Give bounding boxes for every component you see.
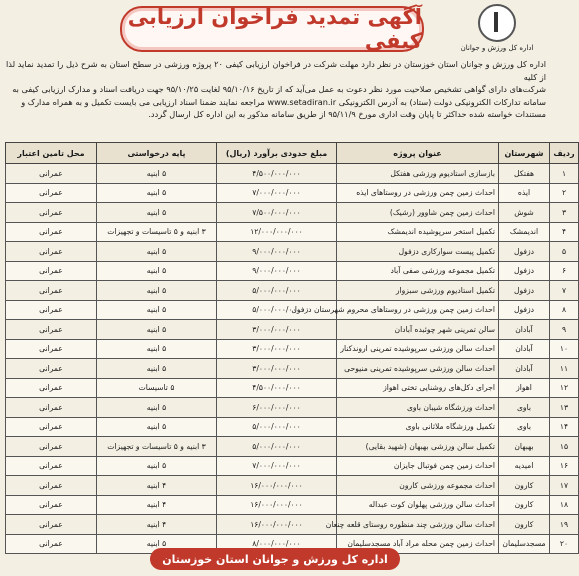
cell-estimated-amount: ۷/۵۰۰/۰۰۰/۰۰۰: [217, 203, 337, 223]
cell-requested-grade: ۵ ابنیه: [97, 164, 217, 184]
cell-row-number: ۱۴: [550, 417, 579, 437]
header-requested-grade: پایه درخواستی: [97, 143, 217, 164]
cell-estimated-amount: ۵/۰۰۰/۰۰۰/۰۰۰: [217, 437, 337, 457]
cell-requested-grade: ۵ تاسیسات: [97, 378, 217, 398]
table-row: [6, 203, 579, 223]
header-funding-source: محل تامین اعتبار: [6, 143, 97, 164]
cell-estimated-amount: ۱۶/۰۰۰/۰۰۰/۰۰۰: [217, 476, 337, 496]
cell-funding-source: عمرانی: [6, 534, 97, 554]
cell-city: مسجدسلیمان: [499, 534, 550, 554]
cell-city: آبادان: [499, 320, 550, 340]
cell-requested-grade: ۵ ابنیه: [97, 261, 217, 281]
cell-project-title: احداث زمین چمن فوتبال جایزان: [337, 456, 499, 476]
cell-city: ایذه: [499, 183, 550, 203]
cell-city: اندیمشک: [499, 222, 550, 242]
cell-estimated-amount: ۳/۰۰۰/۰۰۰/۰۰۰: [217, 339, 337, 359]
cell-estimated-amount: ۹/۰۰۰/۰۰۰/۰۰۰: [217, 242, 337, 262]
cell-requested-grade: ۵ ابنیه: [97, 300, 217, 320]
cell-estimated-amount: ۷/۰۰۰/۰۰۰/۰۰۰: [217, 183, 337, 203]
cell-requested-grade: ۴ ابنیه: [97, 476, 217, 496]
cell-project-title: تکمیل پیست سوارکاری دزفول: [337, 242, 499, 262]
cell-city: دزفول: [499, 281, 550, 301]
cell-city: آبادان: [499, 339, 550, 359]
cell-city: دزفول: [499, 261, 550, 281]
table-row: [6, 281, 579, 301]
notice-banner: [120, 6, 424, 52]
cell-estimated-amount: ۴/۵۰۰/۰۰۰/۰۰۰: [217, 164, 337, 184]
cell-estimated-amount: ۹/۰۰۰/۰۰۰/۰۰۰: [217, 261, 337, 281]
cell-row-number: ۱۹: [550, 515, 579, 535]
cell-row-number: ۶: [550, 261, 579, 281]
table-row: [6, 495, 579, 515]
header-city: شهرستان: [499, 143, 550, 164]
table-row: [6, 456, 579, 476]
cell-funding-source: عمرانی: [6, 359, 97, 379]
cell-project-title: تکمیل ورزشگاه ملاثانی باوی: [337, 417, 499, 437]
cell-funding-source: عمرانی: [6, 242, 97, 262]
cell-project-title: تکمیل مجموعه ورزشی صفی آباد: [337, 261, 499, 281]
cell-city: اهواز: [499, 378, 550, 398]
table-row: [6, 164, 579, 184]
cell-estimated-amount: ۸/۰۰۰/۰۰۰/۰۰۰: [217, 534, 337, 554]
cell-row-number: ۵: [550, 242, 579, 262]
cell-row-number: ۱۲: [550, 378, 579, 398]
intro-line: سامانه تدارکات الکترونیکی دولت (ستاد) به آدرس الکترونیکی www.setadiran.ir مراجعه نمایند ضمنا اسناد ارزیابی می بایست تکمیل و به همراه مدارک و: [21, 96, 546, 107]
notice-title: آگهی تمدید فراخوان ارزیابی کیفی: [127, 5, 422, 53]
cell-estimated-amount: ۱۲/۰۰۰/۰۰۰/۰۰۰: [217, 222, 337, 242]
cell-requested-grade: ۵ ابنیه: [97, 417, 217, 437]
cell-funding-source: عمرانی: [6, 183, 97, 203]
cell-project-title: احداث سالن ورزشی چند منظوره روستای قلعه چنعان: [337, 515, 499, 535]
cell-requested-grade: ۵ ابنیه: [97, 203, 217, 223]
cell-project-title: تکمیل استخر سرپوشیده اندیمشک: [337, 222, 499, 242]
cell-row-number: ۱۷: [550, 476, 579, 496]
table-row: [6, 378, 579, 398]
cell-requested-grade: ۴ ابنیه: [97, 495, 217, 515]
cell-row-number: ۱۸: [550, 495, 579, 515]
table-row: [6, 359, 579, 379]
cell-funding-source: عمرانی: [6, 203, 97, 223]
cell-row-number: ۷: [550, 281, 579, 301]
header-estimated-amount: مبلغ حدودی برآورد (ریال): [217, 143, 337, 164]
table-row: [6, 300, 579, 320]
cell-requested-grade: ۳ ابنیه و ۵ تاسیسات و تجهیزات: [97, 222, 217, 242]
cell-funding-source: عمرانی: [6, 495, 97, 515]
table-row: [6, 515, 579, 535]
cell-estimated-amount: ۳/۰۰۰/۰۰۰/۰۰۰: [217, 359, 337, 379]
cell-requested-grade: ۵ ابنیه: [97, 320, 217, 340]
table-row: [6, 417, 579, 437]
cell-row-number: ۱۳: [550, 398, 579, 418]
table-row: [6, 183, 579, 203]
cell-funding-source: عمرانی: [6, 164, 97, 184]
cell-project-title: اجرای دکل‌های روشنایی تختی اهواز: [337, 378, 499, 398]
cell-project-title: احداث سالن ورزشی سرپوشیده تمرینی اروندکنار: [337, 339, 499, 359]
footer-organization: اداره کل ورزش و جوانان استان خوزستان: [150, 548, 400, 570]
cell-row-number: ۱۶: [550, 456, 579, 476]
cell-city: باوی: [499, 398, 550, 418]
cell-funding-source: عمرانی: [6, 456, 97, 476]
cell-funding-source: عمرانی: [6, 339, 97, 359]
cell-funding-source: عمرانی: [6, 437, 97, 457]
cell-requested-grade: ۵ ابنیه: [97, 281, 217, 301]
cell-funding-source: عمرانی: [6, 476, 97, 496]
emblem-icon: [478, 4, 516, 42]
table-row: [6, 320, 579, 340]
table-body: [6, 164, 579, 554]
cell-funding-source: عمرانی: [6, 281, 97, 301]
table-row: [6, 398, 579, 418]
cell-row-number: ۱۰: [550, 339, 579, 359]
cell-city: شوش: [499, 203, 550, 223]
cell-estimated-amount: ۳/۰۰۰/۰۰۰/۰۰۰: [217, 320, 337, 340]
cell-project-title: احداث زمین چمن ورزشی در روستاهای محروم شهرستان دزفول: [337, 300, 499, 320]
intro-text: [6, 58, 546, 121]
cell-city: هفتکل: [499, 164, 550, 184]
cell-city: باوی: [499, 417, 550, 437]
cell-city: بهبهان: [499, 437, 550, 457]
cell-requested-grade: ۴ ابنیه: [97, 515, 217, 535]
emblem-org-name: اداره کل ورزش و جوانان: [460, 44, 534, 52]
projects-table: [5, 142, 579, 554]
cell-city: کارون: [499, 495, 550, 515]
cell-city: دزفول: [499, 242, 550, 262]
cell-requested-grade: ۵ ابنیه: [97, 456, 217, 476]
table-row: [6, 261, 579, 281]
cell-requested-grade: ۵ ابنیه: [97, 339, 217, 359]
cell-row-number: ۲۰: [550, 534, 579, 554]
header-row-number: ردیف: [550, 143, 579, 164]
cell-estimated-amount: ۴/۵۰۰/۰۰۰/۰۰۰: [217, 378, 337, 398]
cell-estimated-amount: ۵/۰۰۰/۰۰۰/۰۰۰: [217, 281, 337, 301]
cell-city: امیدیه: [499, 456, 550, 476]
cell-row-number: ۱۵: [550, 437, 579, 457]
cell-funding-source: عمرانی: [6, 378, 97, 398]
cell-project-title: احداث زمین چمن محله مراد آباد مسجدسلیمان: [337, 534, 499, 554]
table-row: [6, 242, 579, 262]
organization-emblem: [447, 4, 547, 56]
table-row: [6, 339, 579, 359]
cell-project-title: احداث زمین چمن ورزشی در روستاهای ایذه: [337, 183, 499, 203]
cell-requested-grade: ۵ ابنیه: [97, 534, 217, 554]
cell-requested-grade: ۵ ابنیه: [97, 398, 217, 418]
cell-project-title: احداث زمین چمن شاوور (رشیک): [337, 203, 499, 223]
cell-project-title: تکمیل استادیوم ورزشی سبزوار: [337, 281, 499, 301]
cell-funding-source: عمرانی: [6, 222, 97, 242]
cell-requested-grade: ۵ ابنیه: [97, 183, 217, 203]
cell-funding-source: عمرانی: [6, 417, 97, 437]
cell-funding-source: عمرانی: [6, 515, 97, 535]
cell-row-number: ۴: [550, 222, 579, 242]
cell-estimated-amount: ۵/۰۰۰/۰۰۰/۰۰۰: [217, 300, 337, 320]
cell-city: آبادان: [499, 359, 550, 379]
cell-city: دزفول: [499, 300, 550, 320]
cell-city: کارون: [499, 476, 550, 496]
cell-city: کارون: [499, 515, 550, 535]
cell-row-number: ۹: [550, 320, 579, 340]
table-row: [6, 437, 579, 457]
cell-funding-source: عمرانی: [6, 261, 97, 281]
cell-project-title: تکمیل سالن ورزشی بهبهان (شهید بقایی): [337, 437, 499, 457]
header-project-title: عنوان پروژه: [337, 143, 499, 164]
cell-project-title: احداث مجموعه ورزشی کارون: [337, 476, 499, 496]
cell-project-title: احداث ورزشگاه شیبان باوی: [337, 398, 499, 418]
intro-line: شرکت‌های دارای گواهی تشخیص صلاحیت مورد نظر دعوت به عمل می‌آید که از تاریخ ۹۵/۱۰/۱۶ لغایت ۹۵/۱۰/۲۵ جهت دریافت اسناد و مدارک ارزیابی کیفی به: [12, 84, 546, 95]
cell-row-number: ۸: [550, 300, 579, 320]
cell-estimated-amount: ۷/۰۰۰/۰۰۰/۰۰۰: [217, 456, 337, 476]
cell-row-number: ۲: [550, 183, 579, 203]
cell-estimated-amount: ۵/۰۰۰/۰۰۰/۰۰۰: [217, 417, 337, 437]
cell-estimated-amount: ۶/۰۰۰/۰۰۰/۰۰۰: [217, 398, 337, 418]
table-row: [6, 222, 579, 242]
cell-row-number: ۳: [550, 203, 579, 223]
intro-line: مستندات خواسته شده حداکثر تا پایان وقت اداری مورخ ۹۵/۱۱/۹ از طریق سامانه مذکور به این اداره کل ارسال گردد.: [148, 109, 546, 120]
cell-requested-grade: ۵ ابنیه: [97, 242, 217, 262]
table-row: [6, 476, 579, 496]
cell-requested-grade: ۵ ابنیه: [97, 359, 217, 379]
cell-row-number: ۱۱: [550, 359, 579, 379]
cell-estimated-amount: ۱۶/۰۰۰/۰۰۰/۰۰۰: [217, 495, 337, 515]
cell-project-title: سالن تمرینی شهر چوئبده آبادان: [337, 320, 499, 340]
cell-project-title: بازسازی استادیوم ورزشی هفتکل: [337, 164, 499, 184]
cell-project-title: احداث سالن ورزشی پهلوان کوت عبداله: [337, 495, 499, 515]
cell-project-title: احداث سالن ورزشی سرپوشیده تمرینی منیوحی: [337, 359, 499, 379]
cell-requested-grade: ۳ ابنیه و ۵ تاسیسات و تجهیزات: [97, 437, 217, 457]
intro-line: اداره کل ورزش و جوانان استان خوزستان در نظر دارد مهلت شرکت در فراخوان ارزیابی کیفی ۲۰ پروژه ورزشی در سطح استان به شرح ذیل را تمدید نماید لذا از کلیه: [6, 59, 546, 82]
cell-funding-source: عمرانی: [6, 398, 97, 418]
cell-estimated-amount: ۱۶/۰۰۰/۰۰۰/۰۰۰: [217, 515, 337, 535]
cell-funding-source: عمرانی: [6, 300, 97, 320]
cell-funding-source: عمرانی: [6, 320, 97, 340]
cell-row-number: ۱: [550, 164, 579, 184]
table-header-row: [6, 143, 579, 164]
